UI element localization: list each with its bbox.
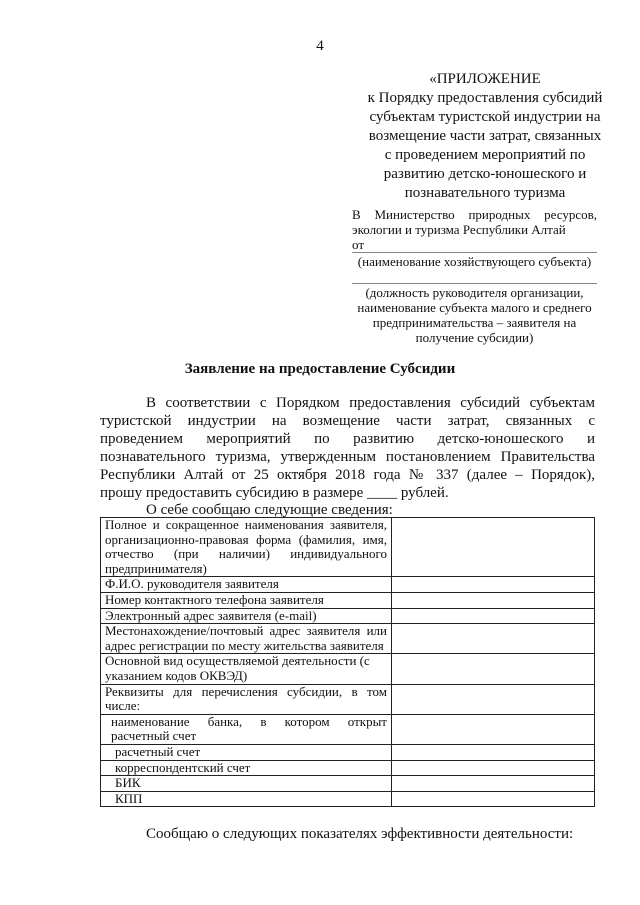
paragraph-line: туристской индустрии на возмещение части затрат, связанных с bbox=[100, 413, 595, 429]
table-cell-label: Полное и сокращенное наименования заявителя, организационно-правовая форма (фамилия, имя, отчество (при наличии) индивидуального предпринимателя) bbox=[101, 518, 392, 577]
table-row bbox=[101, 760, 595, 776]
table-cell-label: корреспондентский счет bbox=[101, 760, 392, 776]
entity-name-line bbox=[352, 252, 597, 253]
table-row bbox=[101, 791, 595, 807]
page-number: 4 bbox=[316, 38, 324, 54]
appendix-line: возмещение части затрат, связанных bbox=[368, 128, 602, 144]
caption-line: предпринимательства – заявителя на bbox=[372, 315, 577, 330]
addressee-from: от bbox=[352, 237, 365, 252]
caption-line: наименование субъекта малого и среднего bbox=[357, 300, 592, 315]
table-row bbox=[101, 776, 595, 792]
table-cell-label: КПП bbox=[101, 791, 392, 807]
appendix-line: развитию детско-юношеского и bbox=[383, 166, 587, 182]
table-cell-value bbox=[392, 518, 595, 577]
table-cell-value bbox=[392, 684, 595, 714]
table-cell-label: Реквизиты для перечисления субсидии, в том числе: bbox=[101, 684, 392, 714]
table-row bbox=[101, 592, 595, 608]
table-row bbox=[101, 714, 595, 744]
table-cell-label: Электронный адрес заявителя (e-mail) bbox=[101, 608, 392, 624]
table-row bbox=[101, 518, 595, 577]
appendix-line: субъектам туристской индустрии на bbox=[369, 109, 601, 125]
addressee-block bbox=[352, 207, 597, 252]
table-row bbox=[101, 654, 595, 684]
table-cell-label: Ф.И.О. руководителя заявителя bbox=[101, 577, 392, 593]
addressee-line: В Министерство природных ресурсов, bbox=[352, 207, 597, 222]
info-intro: О себе сообщаю следующие сведения: bbox=[146, 502, 393, 518]
appendix-title: «ПРИЛОЖЕНИЕ bbox=[429, 71, 541, 87]
paragraph-line: познавательного туризма, утвержденным постановлением Правительства bbox=[100, 449, 595, 465]
document-title: Заявление на предоставление Субсидии bbox=[184, 361, 456, 377]
table-cell-label: наименование банка, в котором открыт расчетный счет bbox=[101, 714, 392, 744]
paragraph-line: проведением мероприятий по развитию детско-юношеского и bbox=[100, 431, 595, 447]
table-row bbox=[101, 577, 595, 593]
table-cell-value bbox=[392, 744, 595, 760]
table-row bbox=[101, 608, 595, 624]
table-cell-label: БИК bbox=[101, 776, 392, 792]
performance-intro: Сообщаю о следующих показателях эффективности деятельности: bbox=[146, 826, 574, 842]
caption-line: получение субсидии) bbox=[415, 330, 534, 345]
applicant-info-table bbox=[100, 517, 595, 807]
paragraph-line: В соответствии с Порядком предоставления субсидий субъектам bbox=[146, 395, 595, 411]
caption-line: (должность руководителя организации, bbox=[365, 285, 584, 300]
table-cell-value bbox=[392, 654, 595, 684]
table-cell-value bbox=[392, 592, 595, 608]
table-cell-label: Основной вид осуществляемой деятельности (с указанием кодов ОКВЭД) bbox=[101, 654, 392, 684]
table-cell-value bbox=[392, 760, 595, 776]
table-cell-value bbox=[392, 608, 595, 624]
table-cell-label: расчетный счет bbox=[101, 744, 392, 760]
position-line bbox=[352, 283, 597, 284]
entity-name-caption: (наименование хозяйствующего субъекта) bbox=[357, 254, 592, 269]
table-cell-value bbox=[392, 791, 595, 807]
table-cell-value bbox=[392, 714, 595, 744]
table-row bbox=[101, 684, 595, 714]
paragraph-line: Республики Алтай от 25 октября 2018 года № 337 (далее – Порядок), bbox=[100, 467, 595, 483]
addressee-line: экологии и туризма Республики Алтай bbox=[352, 222, 566, 237]
paragraph-line: прошу предоставить субсидию в размере ____ рублей. bbox=[100, 485, 449, 501]
body-paragraph bbox=[100, 394, 595, 502]
table-cell-value bbox=[392, 776, 595, 792]
table-row bbox=[101, 744, 595, 760]
table-cell-value bbox=[392, 577, 595, 593]
table-cell-label: Номер контактного телефона заявителя bbox=[101, 592, 392, 608]
position-caption bbox=[352, 285, 597, 345]
table-row bbox=[101, 624, 595, 654]
appendix-line: к Порядку предоставления субсидий bbox=[367, 90, 603, 106]
appendix-line: познавательного туризма bbox=[404, 185, 566, 201]
appendix-line: с проведением мероприятий по bbox=[384, 147, 586, 163]
table-cell-label: Местонахождение/почтовый адрес заявителя или адрес регистрации по месту жительства заявителя bbox=[101, 624, 392, 654]
appendix-header bbox=[352, 70, 618, 203]
table-cell-value bbox=[392, 624, 595, 654]
